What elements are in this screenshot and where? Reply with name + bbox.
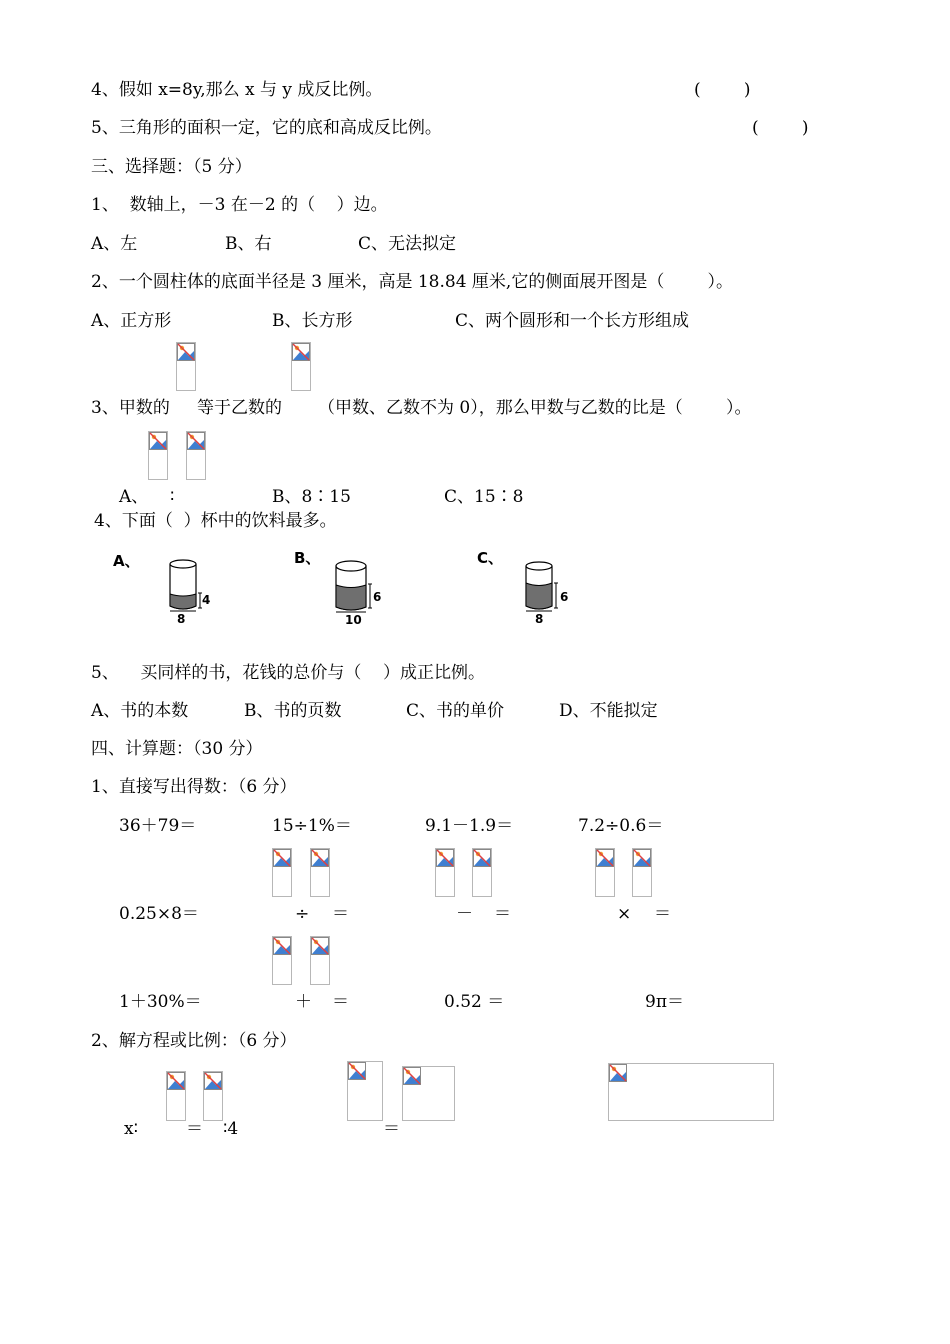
calc-item: 0.25×8＝ <box>119 904 199 924</box>
cup-b-width-label: 10 <box>345 613 362 627</box>
choice-q2-stem: 2、一个圆柱体的底面半径是 3 厘米，高是 18.84 厘米,它的侧面展开图是（ ）。 <box>91 272 734 292</box>
choice-q3-stem-part1: 3、甲数的 <box>91 398 170 418</box>
choice-q2-option-a: A、正方形 <box>91 311 172 331</box>
answer-paren[interactable]: ( ) <box>752 118 809 138</box>
choice-q5-option-b: B、书的页数 <box>244 701 342 721</box>
broken-image-icon <box>272 848 292 897</box>
calc-item: 7.2÷0.6＝ <box>578 816 664 836</box>
choice-q2-option-b: B、长方形 <box>272 311 353 331</box>
choice-q3-stem-part2: 等于乙数的 <box>197 398 282 418</box>
broken-image-icon <box>166 1071 186 1121</box>
judge-q5: 5、三角形的面积一定，它的底和高成反比例。 <box>91 118 442 138</box>
cup-c-figure <box>518 558 578 628</box>
broken-image-icon <box>291 342 311 391</box>
choice-q1-option-a: A、左 <box>91 234 138 254</box>
equation-1-x: x∶ <box>124 1119 139 1139</box>
choice-q3-option-b: B、8∶15 <box>272 487 351 507</box>
choice-q1-stem: 1、 数轴上，－3 在－2 的（ ）边。 <box>91 195 388 215</box>
calc-operator: ＋ <box>295 992 312 1012</box>
calc-operator: ÷ <box>295 904 310 924</box>
cup-label-a: A、 <box>113 552 140 570</box>
cup-label-c: C、 <box>477 549 504 567</box>
calc-item: 0.52 ＝ <box>444 992 505 1012</box>
choice-q5-option-a: A、书的本数 <box>91 701 189 721</box>
broken-image-icon <box>347 1061 383 1121</box>
broken-image-icon <box>203 1071 223 1121</box>
section-heading-choice: 三、选择题：（5 分） <box>91 157 252 177</box>
choice-q1-option-b: B、右 <box>225 234 272 254</box>
cup-label-b: B、 <box>294 549 321 567</box>
choice-q3-stem-part3: （甲数、乙数不为 0），那么甲数与乙数的比是（ ）。 <box>318 398 752 418</box>
choice-q3-option-a-colon: ∶ <box>170 487 175 507</box>
choice-q4-stem: 4、下面（ ）杯中的饮料最多。 <box>94 511 337 531</box>
choice-q3-option-c: C、15∶8 <box>444 487 524 507</box>
broken-image-icon <box>435 848 455 897</box>
calc-equals: ＝ <box>332 992 349 1012</box>
choice-q1-option-c: C、无法拟定 <box>358 234 457 254</box>
calc-direct-heading: 1、直接写出得数：（6 分） <box>91 777 297 797</box>
cup-b-height-label: 6 <box>373 590 382 604</box>
calc-equals: ＝ <box>332 904 349 924</box>
broken-image-icon <box>608 1063 774 1121</box>
cup-c-height-label: 6 <box>560 590 569 604</box>
calc-item: 36＋79＝ <box>119 816 197 836</box>
choice-q5-option-d: D、不能拟定 <box>559 701 658 721</box>
broken-image-icon <box>402 1066 455 1121</box>
broken-image-icon <box>186 431 206 480</box>
calc-operator: × <box>617 904 632 924</box>
choice-q3-option-a: A、 <box>119 487 149 507</box>
equation-2-equals: ＝ <box>383 1119 400 1139</box>
answer-paren[interactable]: ( ) <box>694 80 751 100</box>
calc-equals: ＝ <box>494 904 511 924</box>
cup-a-figure <box>162 556 222 626</box>
cup-a-height-label: 4 <box>202 593 211 607</box>
equation-1-equals: ＝ <box>186 1119 203 1139</box>
section-heading-calc: 四、计算题：（30 分） <box>91 739 263 759</box>
broken-image-icon <box>310 848 330 897</box>
choice-q5-option-c: C、书的单价 <box>406 701 505 721</box>
calc-operator: － <box>456 904 473 924</box>
broken-image-icon <box>272 936 292 985</box>
calc-equals: ＝ <box>654 904 671 924</box>
calc-item: 9π＝ <box>645 992 684 1012</box>
calc-solve-heading: 2、解方程或比例：（6 分） <box>91 1031 297 1051</box>
broken-image-icon <box>472 848 492 897</box>
broken-image-icon <box>595 848 615 897</box>
calc-item: 15÷1%＝ <box>272 816 352 836</box>
broken-image-icon <box>632 848 652 897</box>
cup-c-width-label: 8 <box>535 612 544 626</box>
judge-q4: 4、假如 x=8y,那么 x 与 y 成反比例。 <box>91 80 383 100</box>
calc-item: 9.1－1.9＝ <box>425 816 514 836</box>
broken-image-icon <box>176 342 196 391</box>
choice-q2-option-c: C、两个圆形和一个长方形组成 <box>455 311 690 331</box>
cup-a-width-label: 8 <box>177 612 186 626</box>
choice-q5-stem: 5、 买同样的书，花钱的总价与（ ）成正比例。 <box>91 663 486 683</box>
equation-1-end: ∶4 <box>223 1119 239 1139</box>
calc-item: 1＋30%＝ <box>119 992 202 1012</box>
broken-image-icon <box>148 431 168 480</box>
broken-image-icon <box>310 936 330 985</box>
